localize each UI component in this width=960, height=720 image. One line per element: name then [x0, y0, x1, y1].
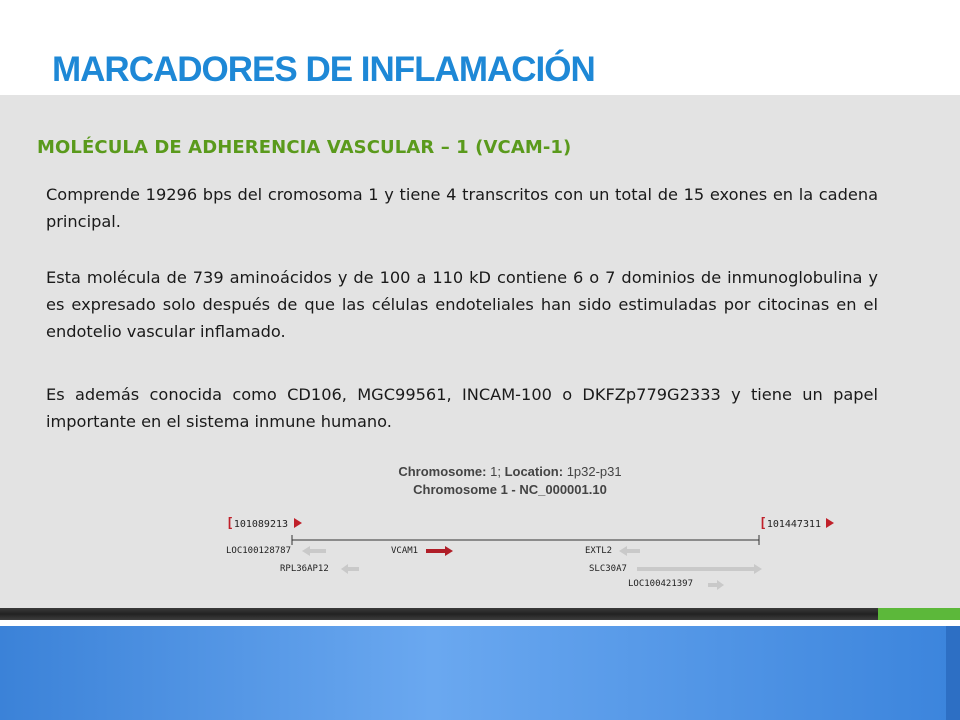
left-coordinate — [226, 516, 288, 531]
gene-vcam1[interactable]: VCAM1 — [391, 546, 419, 556]
figure-caption-location — [300, 464, 720, 479]
location-value: 1p32-p31 — [566, 464, 622, 479]
left-coordinate-value: 101089213 — [233, 519, 289, 530]
right-coordinate — [759, 516, 821, 531]
slide-subtitle: MOLÉCULA DE ADHERENCIA VASCULAR – 1 (VCAM-1) — [37, 137, 572, 158]
gene-loc100128787[interactable]: LOC100128787 — [226, 546, 292, 556]
paragraph-1: Comprende 19296 bps del cromosoma 1 y tiene 4 transcritos con un total de 15 exones en la cadena principal. — [46, 185, 878, 231]
chromosome-value: 1; — [490, 464, 501, 479]
left-bracket-icon: [ — [226, 516, 234, 531]
gene-extl2[interactable]: EXTL2 — [585, 546, 613, 556]
chromosome-label: Chromosome: — [398, 464, 487, 479]
paragraph-3: Es además conocida como CD106, MGC99561, INCAM-100 o DKFZp779G2333 y tiene un papel importante en el sistema inmune humano. — [46, 385, 878, 431]
footer-edge-accent — [946, 626, 960, 720]
gene-loc100421397[interactable]: LOC100421397 — [628, 579, 694, 589]
location-label: Location: — [504, 464, 564, 479]
slide-title: MARCADORES DE INFLAMACIÓN — [52, 50, 595, 89]
blue-footer — [0, 626, 960, 720]
figure-caption-chromosome: Chromosome 1 - NC_000001.10 — [413, 482, 607, 497]
gene-rpl36ap12[interactable]: RPL36AP12 — [280, 564, 329, 574]
dark-divider-band — [0, 608, 960, 620]
right-coordinate-value: 101447311 — [766, 519, 822, 530]
content-panel — [0, 95, 960, 608]
paragraph-2: Esta molécula de 739 aminoácidos y de 100 a 110 kD contiene 6 o 7 dominios de inmunoglobulina y es expresado solo después de que las células endoteliales han sido estimuladas por citocinas en el endotelio vascular inflamado. — [46, 268, 878, 341]
right-bracket-icon: [ — [759, 516, 767, 531]
gene-slc30a7[interactable]: SLC30A7 — [589, 564, 627, 574]
green-accent-block — [878, 608, 960, 620]
